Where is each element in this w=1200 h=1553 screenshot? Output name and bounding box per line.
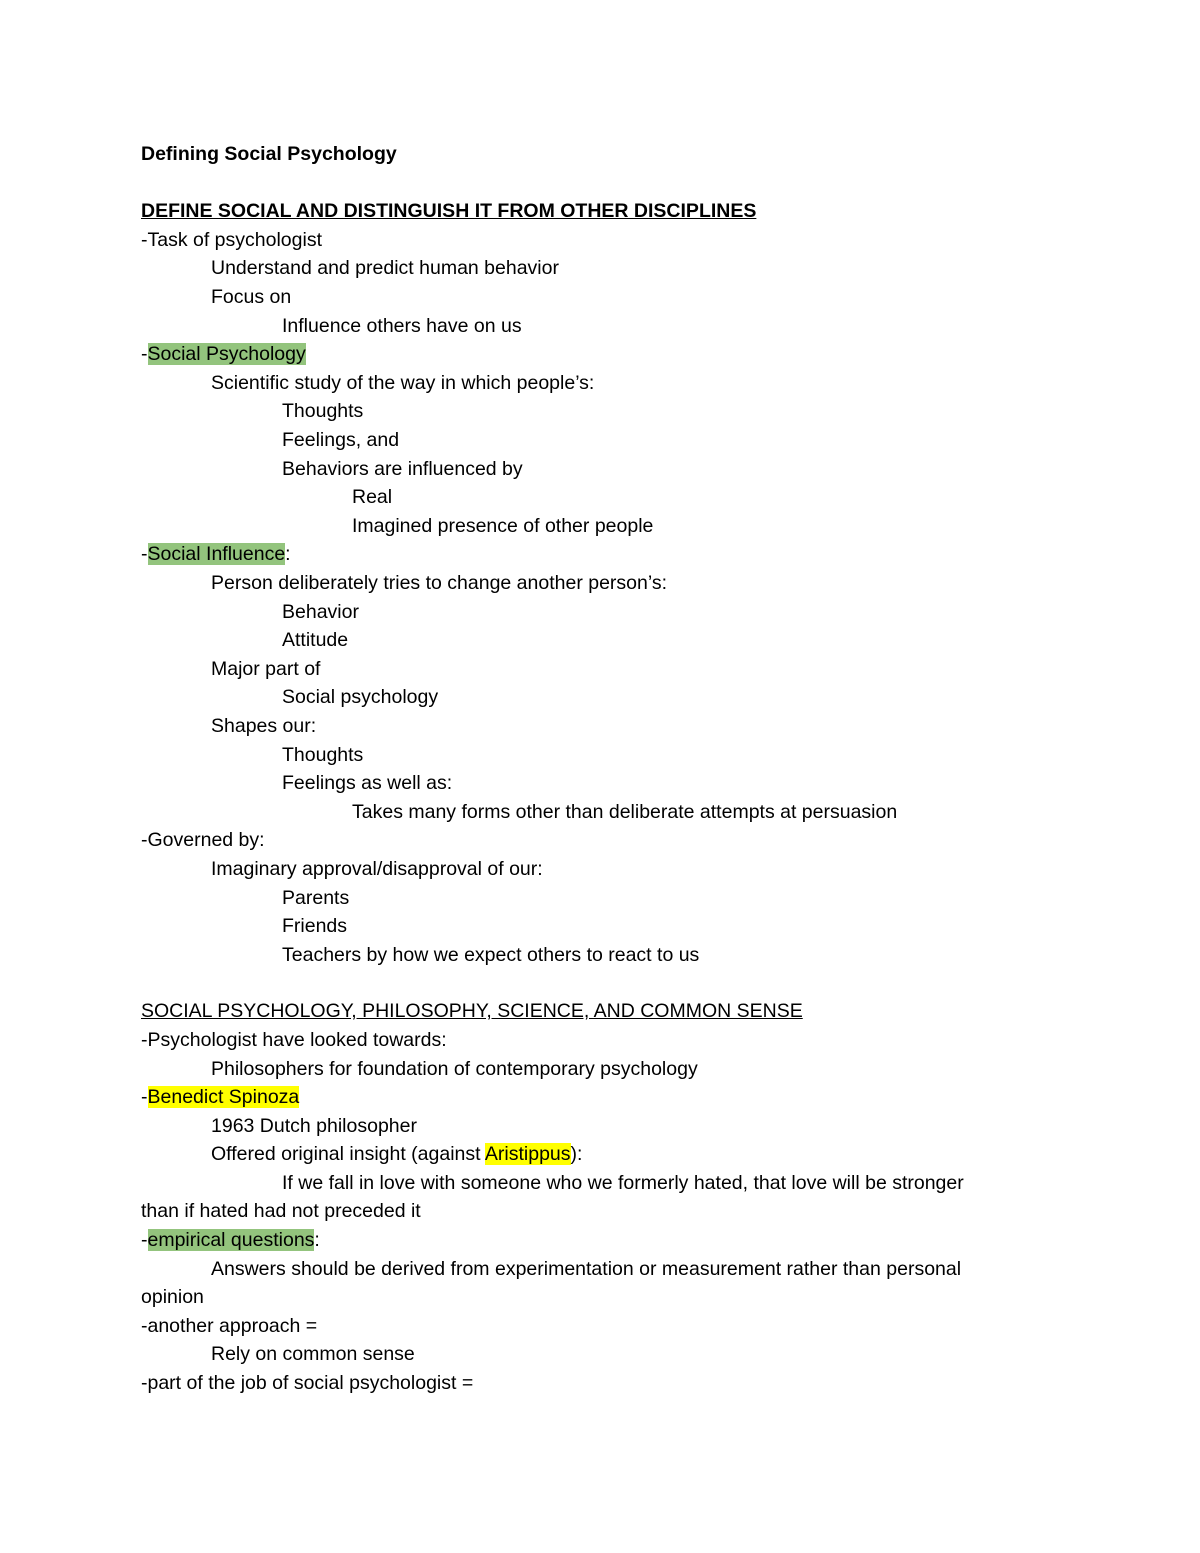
dash: -	[141, 1086, 148, 1108]
note-line: than if hated had not preceded it	[141, 1200, 421, 1222]
highlighted-term: Aristippus	[484, 1143, 571, 1165]
note-line: Person deliberately tries to change another person’s:	[211, 572, 668, 594]
text-after: ):	[570, 1143, 583, 1165]
note-line: Thoughts	[282, 744, 364, 766]
note-line: -part of the job of social psychologist =	[141, 1372, 474, 1394]
note-line: -Task of psychologist	[141, 229, 322, 251]
text-before: Offered original insight (against	[211, 1143, 485, 1165]
dash: -	[141, 1229, 148, 1251]
section-heading-2: SOCIAL PSYCHOLOGY, PHILOSOPHY, SCIENCE, AND COMMON SENSE	[141, 1000, 803, 1022]
note-line: Understand and predict human behavior	[211, 257, 559, 279]
term-line-benedict-spinoza	[141, 1085, 299, 1109]
highlighted-term: Benedict Spinoza	[147, 1086, 300, 1108]
note-line: Real	[352, 486, 393, 508]
note-line: Behavior	[282, 601, 359, 623]
note-line: Influence others have on us	[282, 315, 522, 337]
colon: :	[285, 543, 291, 565]
note-line: Thoughts	[282, 400, 364, 422]
note-line: Feelings, and	[282, 429, 400, 451]
note-line: Imagined presence of other people	[352, 515, 654, 537]
highlighted-term: Social Psychology	[147, 343, 306, 365]
term-line-social-influence	[141, 542, 291, 566]
note-line: -Psychologist have looked towards:	[141, 1029, 447, 1051]
note-line: Teachers by how we expect others to react to us	[282, 944, 700, 966]
section-heading-1: DEFINE SOCIAL AND DISTINGUISH IT FROM OTHER DISCIPLINES	[141, 200, 757, 222]
note-line: Attitude	[282, 629, 349, 651]
highlighted-term: Social Influence	[147, 543, 286, 565]
term-line-aristippus	[211, 1142, 582, 1166]
document-title: Defining Social Psychology	[141, 143, 397, 165]
note-line: -another approach =	[141, 1315, 318, 1337]
term-line-social-psychology	[141, 342, 306, 366]
note-line: Friends	[282, 915, 348, 937]
note-line: Rely on common sense	[211, 1343, 415, 1365]
note-line: Takes many forms other than deliberate attempts at persuasion	[352, 801, 898, 823]
colon: :	[314, 1229, 320, 1251]
note-line: Answers should be derived from experimentation or measurement rather than personal	[211, 1258, 962, 1280]
note-line: Major part of	[211, 658, 321, 680]
note-line: Feelings as well as:	[282, 772, 453, 794]
note-line: If we fall in love with someone who we formerly hated, that love will be stronger	[282, 1172, 964, 1194]
dash: -	[141, 543, 148, 565]
note-line: Behaviors are influenced by	[282, 458, 523, 480]
highlighted-term: empirical questions	[147, 1229, 315, 1251]
note-line: Shapes our:	[211, 715, 317, 737]
note-line: 1963 Dutch philosopher	[211, 1115, 417, 1137]
note-line: Social psychology	[282, 686, 439, 708]
note-line: -Governed by:	[141, 829, 265, 851]
note-line: Imaginary approval/disapproval of our:	[211, 858, 543, 880]
note-line: Scientific study of the way in which people’s:	[211, 372, 595, 394]
note-line: Focus on	[211, 286, 292, 308]
term-line-empirical-questions	[141, 1228, 320, 1252]
note-line: Philosophers for foundation of contemporary psychology	[211, 1058, 698, 1080]
dash: -	[141, 343, 148, 365]
note-line: opinion	[141, 1286, 204, 1308]
note-line: Parents	[282, 887, 350, 909]
